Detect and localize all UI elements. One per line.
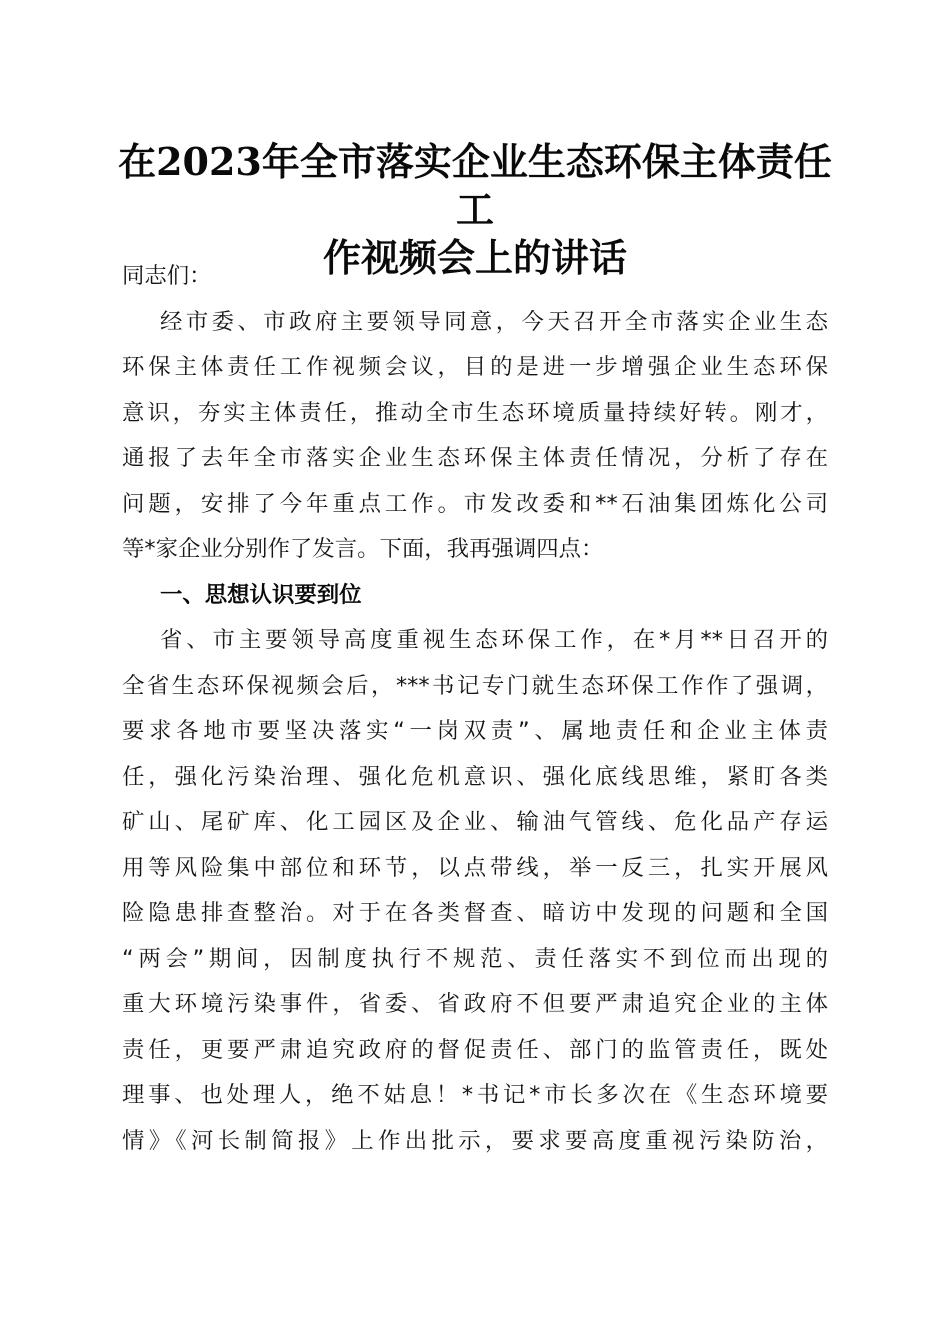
paragraph-1-line-3: 意识，夯实主体责任，推动全市生态环境质量持续好转。刚才， (122, 399, 828, 426)
paragraph-1-line-5: 问题，安排了今年重点工作。市发改委和**石油集团炼化公司 (122, 490, 828, 517)
paragraph-2 (122, 618, 828, 1164)
title-line-1: 在2023年全市落实企业生态环保主体责任工 (118, 139, 832, 232)
paragraph-2-line-8: “两会”期间，因制度执行不规范、责任落实不到位而出现的 (122, 945, 828, 972)
paragraph-2-line-9: 重大环境污染事件，省委、省政府不但要严肃追究企业的主体 (122, 991, 828, 1017)
paragraph-1-line-2: 环保主体责任工作视频会议，目的是进一步增强企业生态环保 (122, 354, 828, 380)
paragraph-2-line-1: 省、市主要领导高度重视生态环保工作，在*月**日召开的 (160, 627, 828, 653)
title-line-2: 作视频会上的讲话 (322, 235, 627, 280)
salutation: 同志们： (122, 263, 212, 289)
paragraph-1-line-6: 等*家企业分别作了发言。下面，我再强调四点： (122, 536, 604, 562)
paragraph-1-line-4: 通报了去年全市落实企业生态环保主体责任情况，分析了存在 (122, 445, 828, 471)
paragraph-2-line-12: 情》《河长制简报》上作出批示，要求要高度重视污染防治， (122, 1127, 828, 1154)
paragraph-2-line-2: 全省生态环保视频会后，***书记专门就生态环保工作作了强调， (122, 672, 828, 699)
paragraph-1 (122, 300, 828, 573)
document-body (122, 254, 828, 1164)
paragraph-2-line-6: 用等风险集中部位和环节，以点带线，举一反三，扎实开展风 (122, 854, 828, 881)
paragraph-2-line-7: 险隐患排查整治。对于在各类督查、暗访中发现的问题和全国 (122, 900, 828, 926)
paragraph-1-line-1: 经市委、市政府主要领导同意，今天召开全市落实企业生态 (160, 308, 828, 335)
paragraph-2-line-4: 任，强化污染治理、强化危机意识、强化底线思维，紧盯各类 (122, 763, 828, 790)
paragraph-2-line-5: 矿山、尾矿库、化工园区及企业、输油气管线、危化品产存运 (122, 809, 828, 835)
paragraph-2-line-3: 要求各地市要坚决落实“一岗双责”、属地责任和企业主体责 (122, 718, 828, 744)
paragraph-2-line-11: 理事、也处理人，绝不姑息！*书记*市长多次在《生态环境要 (122, 1082, 828, 1108)
paragraph-2-line-10: 责任，更要严肃追究政府的督促责任、部门的监管责任，既处 (122, 1036, 828, 1063)
section-1-heading: 一、思想认识要到位 (160, 581, 362, 608)
